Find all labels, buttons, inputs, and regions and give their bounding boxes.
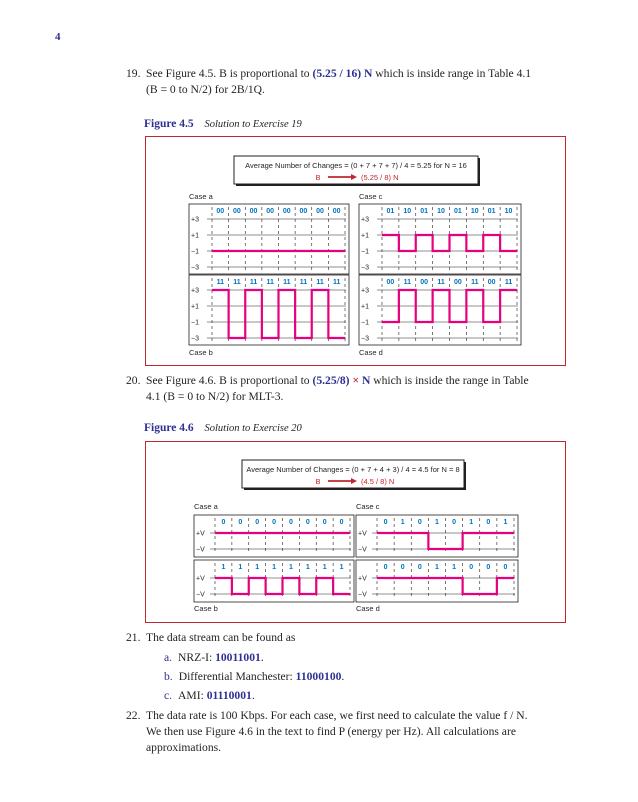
bit-label: 0 [255,519,260,526]
figure-4-6 [145,441,566,623]
level-label: +3 [191,216,199,224]
bit-label: 1 [400,519,405,526]
bit-label: 11 [316,279,324,286]
bit-label: 1 [322,564,327,571]
level-label: +V [196,530,205,538]
figure-4-5-drawing [146,137,565,365]
figure-4-5 [145,136,566,366]
figure-title: Solution to Exercise 20 [204,423,302,434]
exercise-text: The data stream can be found as [146,631,296,644]
level-label: −V [358,591,367,599]
level-label: −V [196,591,205,599]
bit-label: 1 [434,564,439,571]
bit-label: 00 [316,208,324,215]
case-label: Case d [359,348,383,357]
bit-label: 00 [249,208,258,215]
level-label: −1 [191,319,199,327]
bit-label: 0 [417,564,422,571]
figure-4-6-caption [144,422,302,434]
bit-label: 00 [487,279,496,286]
level-label: −3 [191,264,199,272]
list-label: AMI: [178,689,207,702]
bit-label: 10 [470,208,479,215]
case-label: Case c [359,192,383,201]
exercise-text: We then use Figure 4.6 in the text to find P (energy per Hz). All calculations are [146,725,516,738]
exercise-number: 21. [126,631,141,644]
bit-label: 0 [486,519,491,526]
level-label: +3 [191,287,199,295]
bit-label: 11 [504,279,513,286]
highlight-value: (5.25/8) [312,374,350,387]
bit-label: 01 [487,208,496,215]
level-label: −1 [361,248,369,256]
bit-label: 0 [503,564,508,571]
bit-label: 00 [266,208,275,215]
list-letter: c. [164,689,173,702]
bit-label: 00 [386,279,395,286]
bit-label: 1 [272,564,277,571]
list-item-a [164,651,264,664]
bit-label: 11 [266,279,274,286]
bit-label: 11 [233,279,241,286]
figure-label: Figure 4.6 [144,422,194,434]
level-label: +3 [361,216,369,224]
bit-label: 11 [249,279,258,286]
figure-label: Figure 4.5 [144,118,194,130]
exercise-number: 19. [126,67,141,80]
bit-label: 00 [216,208,225,215]
bit-label: 0 [288,519,293,526]
list-letter: b. [164,670,173,683]
level-label: +1 [361,232,369,240]
exercise-number: 22. [126,709,141,722]
figure-4-6-drawing [146,442,565,622]
bit-label: 1 [469,519,474,526]
exercise-text: (B = 0 to N/2) for 2B/1Q. [146,83,265,96]
bit-label: 1 [503,519,508,526]
b-value: (4.5 / 8) N [361,477,395,486]
case-label: Case a [189,192,213,201]
bit-label: 0 [272,519,277,526]
exercise-text: See Figure 4.6. B is proportional to [146,374,313,387]
level-label: +3 [361,287,369,295]
level-label: +V [358,575,367,583]
bit-label: 1 [305,564,310,571]
level-label: −V [358,546,367,554]
list-item-b [164,670,344,683]
bit-label: 00 [332,208,341,215]
bit-label: 00 [454,279,462,286]
bit-label: 10 [504,208,513,215]
exercise-20 [126,373,566,405]
bit-label: 01 [454,208,462,215]
bit-label: 0 [383,519,388,526]
list-value: 11000100 [295,670,342,683]
case-label: Case b [189,348,213,357]
figure-title: Solution to Exercise 19 [204,119,302,130]
level-label: −1 [191,248,199,256]
bit-label: 1 [255,564,260,571]
b-value: (5.25 / 8) N [361,173,399,182]
bit-label: 01 [420,208,429,215]
case-label: Case d [356,604,380,613]
bit-label: 00 [282,208,291,215]
bit-label: 0 [322,519,327,526]
bit-label: 11 [403,279,412,286]
highlight-value: (5.25 / 16) N [312,67,373,80]
case-label: Case b [194,604,218,613]
bit-label: 1 [339,564,344,571]
exercise-21 [126,630,566,646]
bit-label: 1 [238,564,243,571]
bit-label: 0 [417,519,422,526]
list-end: . [341,670,345,683]
exercise-text: See Figure 4.5. B is proportional to [146,67,313,80]
bit-label: 0 [221,519,226,526]
bit-label: 11 [437,279,445,286]
bit-label: 1 [221,564,226,571]
level-label: −3 [361,335,369,343]
bit-label: 00 [299,208,308,215]
bit-label: 1 [434,519,439,526]
bit-label: 0 [238,519,243,526]
list-item-c [164,689,255,702]
bit-label: 0 [452,519,457,526]
highlight-n: N [361,374,371,387]
exercise-19 [126,66,566,98]
b-label: B [315,477,321,486]
level-label: +1 [361,303,369,311]
summary-line: Average Number of Changes = (0 + 7 + 4 + 3) / 4 = 4.5 for N = 8 [246,465,460,474]
times-sign: × [352,374,360,387]
exercise-text: The data rate is 100 Kbps. For each case, we first need to calculate the value f / N. [146,709,528,722]
level-label: −3 [191,335,199,343]
case-label: Case c [356,502,380,511]
exercise-text: which is inside the range in Table [370,374,529,387]
exercise-text: 4.1 (B = 0 to N/2) for MLT-3. [146,390,284,403]
bit-label: 11 [216,279,225,286]
list-label: Differential Manchester: [178,670,296,683]
level-label: −V [196,546,205,554]
bit-label: 1 [452,564,457,571]
list-end: . [260,651,264,664]
level-label: +1 [191,303,199,311]
bit-label: 1 [288,564,293,571]
bit-label: 11 [299,279,308,286]
exercise-text: approximations. [146,741,222,754]
b-label: B [315,173,321,182]
bit-label: 11 [332,279,341,286]
bit-label: 01 [386,208,395,215]
bit-label: 0 [400,564,405,571]
level-label: −3 [361,264,369,272]
list-label: NRZ-I: [178,651,216,664]
case-label: Case a [194,502,218,511]
level-label: +V [358,530,367,538]
list-letter: a. [164,651,173,664]
bit-label: 0 [339,519,344,526]
bit-label: 00 [420,279,429,286]
bit-label: 0 [469,564,474,571]
exercise-number: 20. [126,374,141,387]
page-number: 4 [55,31,61,43]
level-label: −1 [361,319,369,327]
figure-4-5-caption [144,118,302,130]
exercise-22 [126,708,566,756]
exercise-text: which is inside range in Table 4.1 [372,67,532,80]
level-label: +1 [191,232,199,240]
list-value: 10011001 [215,651,261,664]
bit-label: 10 [403,208,412,215]
bit-label: 0 [486,564,491,571]
bit-label: 11 [471,279,479,286]
bit-label: 10 [437,208,445,215]
bit-label: 0 [383,564,388,571]
level-label: +V [196,575,205,583]
list-end: . [251,689,255,702]
summary-line: Average Number of Changes = (0 + 7 + 7 + 7) / 4 = 5.25 for N = 16 [245,161,467,170]
bit-label: 0 [305,519,310,526]
list-value: 01110001 [206,689,252,702]
bit-label: 11 [283,279,291,286]
bit-label: 00 [233,208,241,215]
